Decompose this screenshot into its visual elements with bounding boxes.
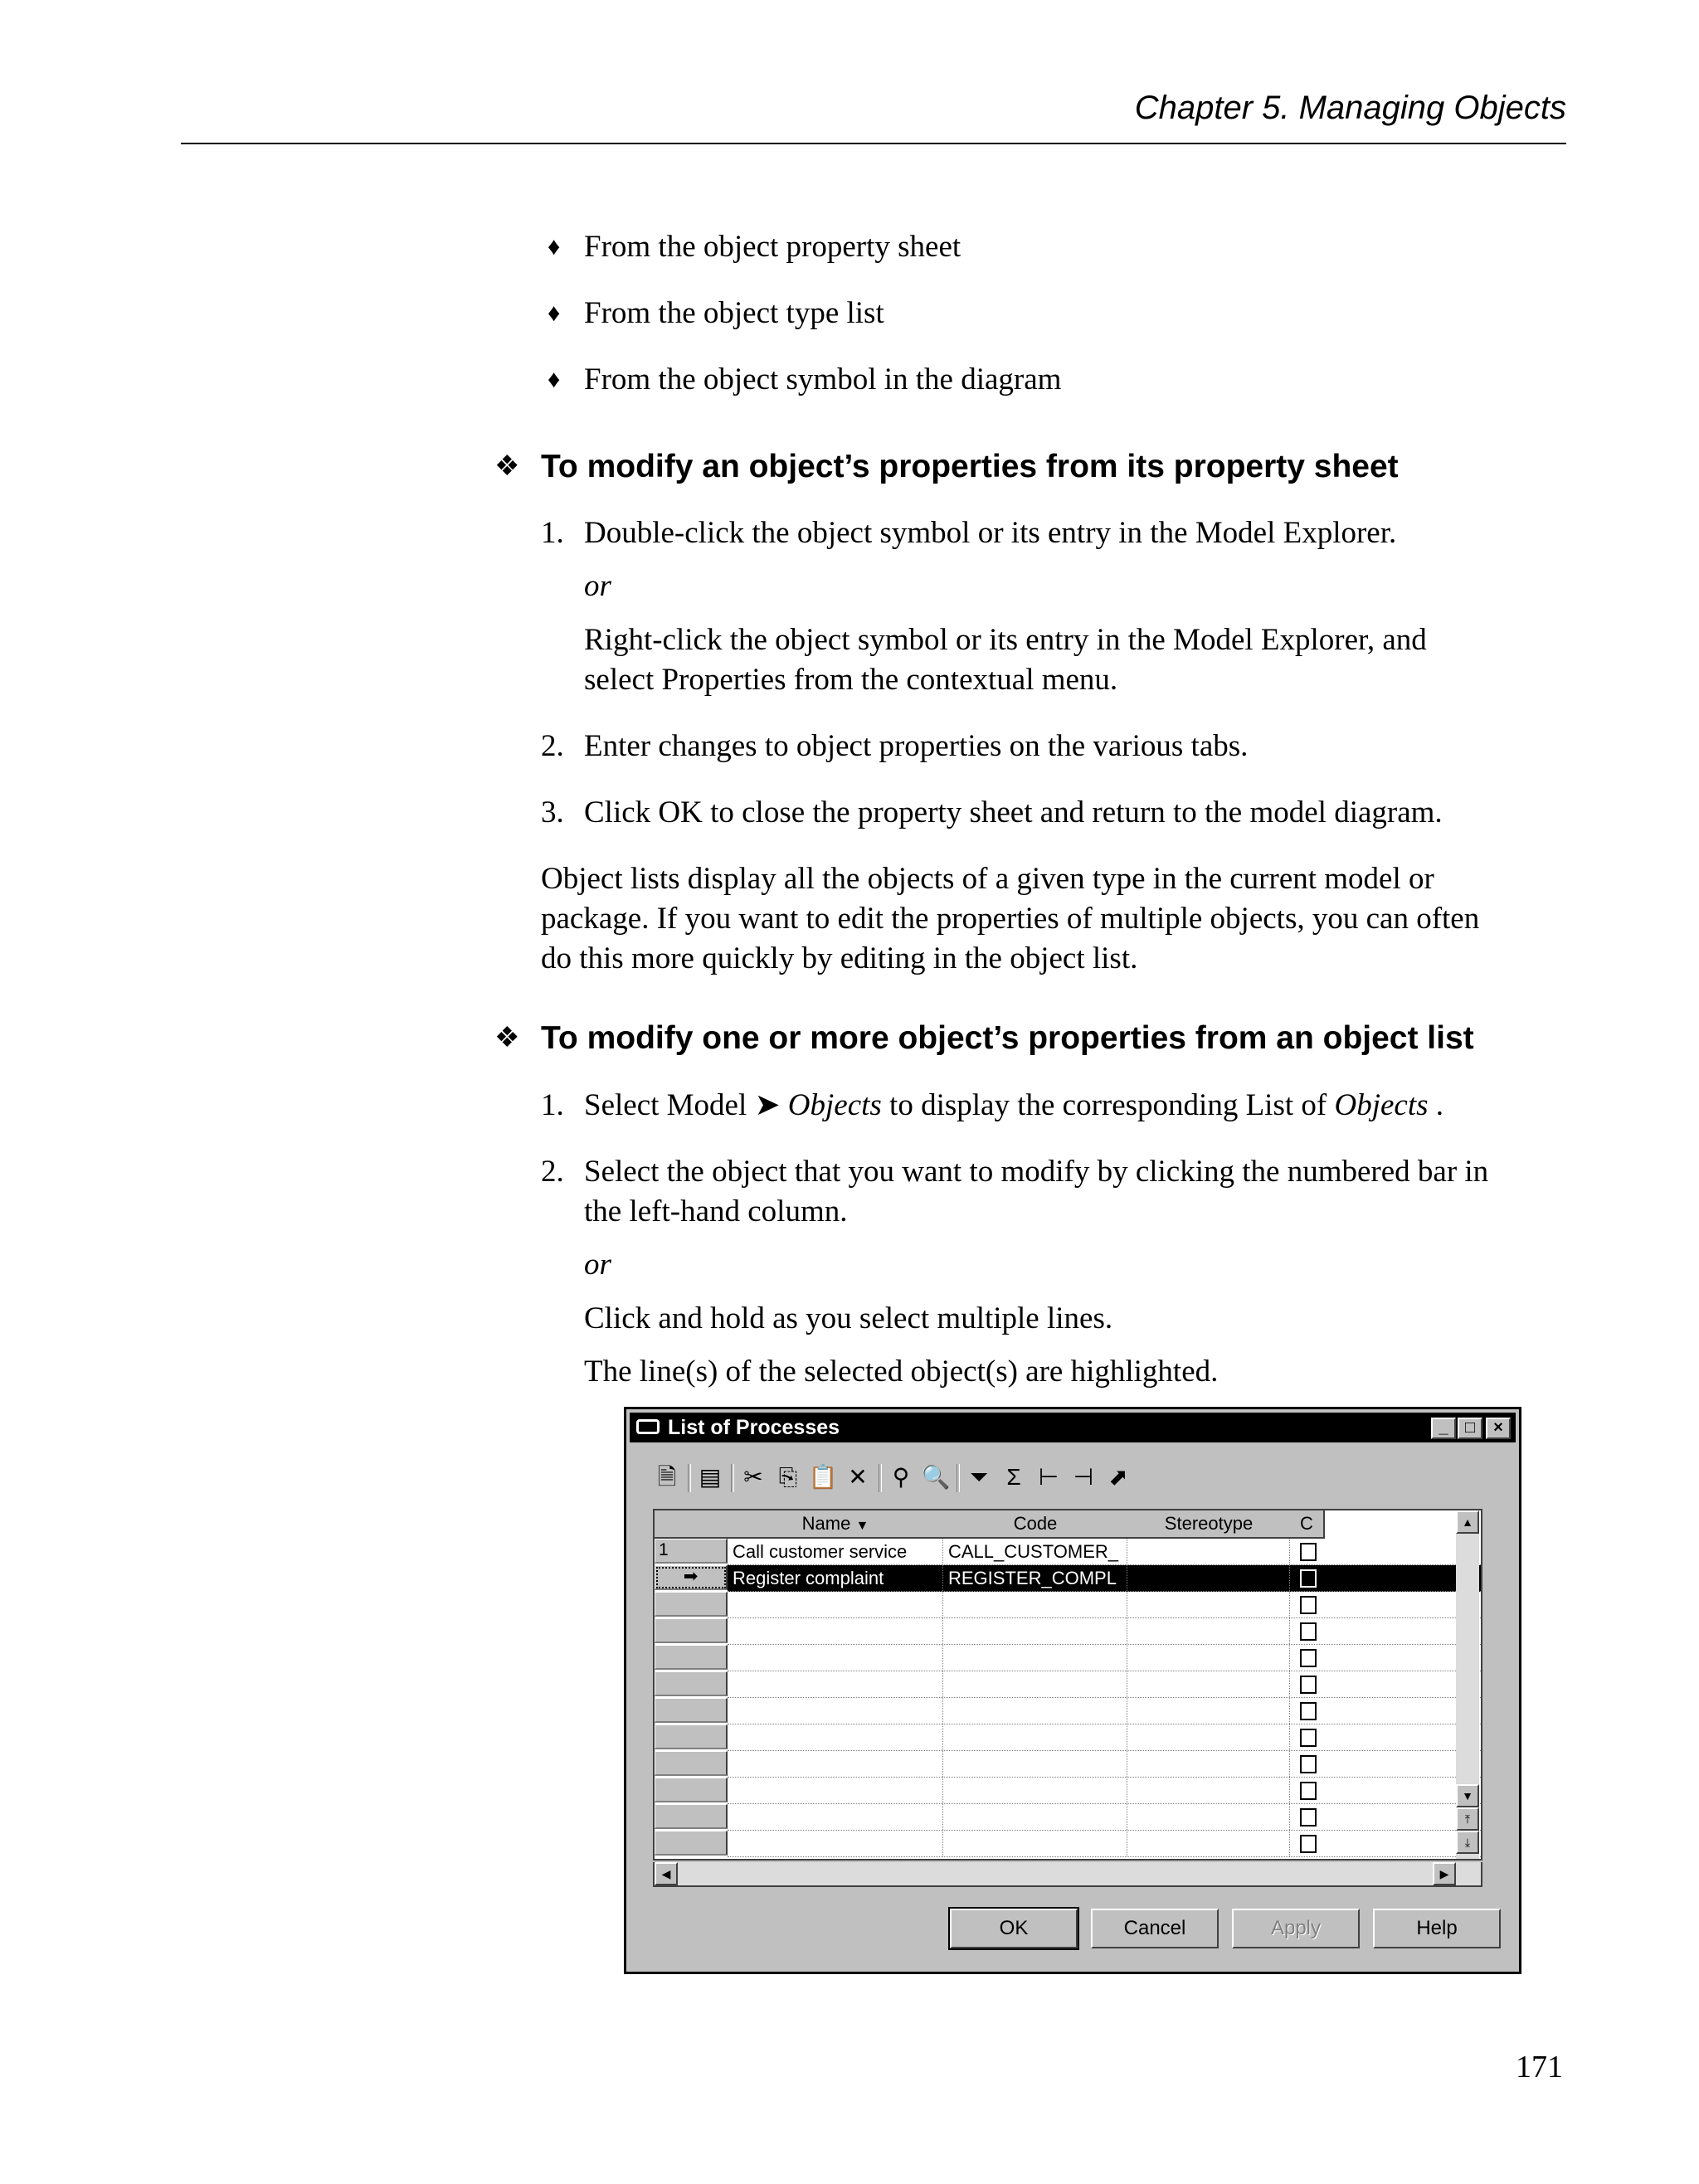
stereotype-cell[interactable] bbox=[1127, 1592, 1290, 1617]
name-cell[interactable]: Register complaint bbox=[728, 1565, 943, 1591]
ok-button[interactable]: OK bbox=[950, 1909, 1078, 1948]
checkbox[interactable] bbox=[1300, 1596, 1317, 1614]
dialog-titlebar bbox=[630, 1413, 1516, 1442]
bullet-marker: ♦ bbox=[548, 233, 561, 260]
sort-arrow-icon: ▼ bbox=[855, 1519, 869, 1533]
step-text: the left-hand column. bbox=[584, 1194, 848, 1228]
delete-icon[interactable]: ✕ bbox=[848, 1464, 868, 1490]
code-cell[interactable] bbox=[943, 1618, 1127, 1644]
name-cell[interactable] bbox=[728, 1698, 943, 1724]
bullet-item: From the object property sheet bbox=[584, 230, 961, 264]
row-number[interactable] bbox=[655, 1645, 728, 1670]
customize-columns-icon[interactable]: Σ bbox=[1006, 1464, 1021, 1490]
table-row-empty[interactable] bbox=[728, 1645, 1482, 1671]
page-number: 171 bbox=[1516, 2050, 1563, 2084]
code-cell[interactable] bbox=[943, 1778, 1127, 1803]
code-cell[interactable] bbox=[943, 1645, 1127, 1671]
row-number[interactable] bbox=[655, 1698, 728, 1723]
table-row[interactable] bbox=[728, 1539, 1482, 1565]
step-text: Enter changes to object properties on the various tabs. bbox=[584, 729, 1249, 763]
name-cell[interactable] bbox=[728, 1778, 943, 1803]
row-header-corner bbox=[655, 1510, 729, 1539]
paste-icon[interactable]: 📋 bbox=[808, 1464, 838, 1490]
stereotype-cell[interactable] bbox=[1127, 1539, 1290, 1564]
column-header-name[interactable]: Name ▼ bbox=[728, 1510, 945, 1539]
list-toolbar bbox=[651, 1461, 1502, 1497]
dialog-title: List of Processes bbox=[668, 1416, 840, 1439]
include-composite-icon[interactable]: ⊢ bbox=[1038, 1464, 1059, 1490]
code-cell[interactable] bbox=[943, 1671, 1127, 1697]
name-cell[interactable] bbox=[728, 1645, 943, 1671]
step-text: Select the object that you want to modify by clicking the numbered bar in bbox=[584, 1155, 1489, 1189]
stereotype-cell[interactable] bbox=[1127, 1724, 1290, 1750]
current-row-arrow-icon[interactable]: ➡ bbox=[655, 1565, 728, 1590]
column-header-code[interactable]: Code bbox=[943, 1510, 1129, 1539]
stereotype-cell[interactable] bbox=[1127, 1645, 1290, 1671]
help-button[interactable]: Help bbox=[1373, 1909, 1501, 1948]
row-number[interactable] bbox=[655, 1671, 728, 1696]
step-result-text: The line(s) of the selected object(s) are highlighted. bbox=[584, 1355, 1219, 1389]
code-cell[interactable] bbox=[943, 1751, 1127, 1777]
scroll-down-icon[interactable]: ▼ bbox=[1456, 1784, 1479, 1807]
properties-icon[interactable]: 🗎 bbox=[657, 1464, 677, 1490]
row-number[interactable] bbox=[655, 1804, 728, 1829]
step-number: 3. bbox=[541, 795, 564, 829]
horizontal-scrollbar[interactable] bbox=[653, 1862, 1482, 1887]
code-cell[interactable] bbox=[943, 1831, 1127, 1856]
name-cell[interactable] bbox=[728, 1804, 943, 1830]
row-number[interactable] bbox=[655, 1751, 728, 1776]
checkbox[interactable] bbox=[1300, 1808, 1317, 1826]
add-rows-icon[interactable]: ▤ bbox=[699, 1464, 722, 1490]
code-cell[interactable]: CALL_CUSTOMER_ bbox=[943, 1539, 1127, 1564]
code-cell[interactable] bbox=[943, 1592, 1127, 1617]
column-header-c[interactable]: C bbox=[1290, 1510, 1325, 1539]
step-number: 1. bbox=[541, 1088, 564, 1122]
scroll-up-icon[interactable]: ▲ bbox=[1456, 1510, 1479, 1534]
column-header-stereotype[interactable]: Stereotype bbox=[1127, 1510, 1292, 1539]
include-sub-packages-icon[interactable]: ⊣ bbox=[1073, 1464, 1094, 1490]
checkbox[interactable] bbox=[1300, 1543, 1317, 1561]
table-row-empty[interactable] bbox=[728, 1804, 1482, 1831]
name-cell[interactable] bbox=[728, 1724, 943, 1750]
toolbar-separator bbox=[688, 1464, 691, 1492]
checkbox[interactable] bbox=[1300, 1729, 1317, 1747]
body-paragraph-line: Object lists display all the objects of a given type in the current model or bbox=[541, 862, 1434, 896]
checkbox[interactable] bbox=[1300, 1755, 1317, 1773]
table-row-empty[interactable] bbox=[728, 1831, 1482, 1857]
row-number[interactable] bbox=[655, 1724, 728, 1749]
name-cell[interactable]: Call customer service bbox=[728, 1539, 943, 1564]
stereotype-cell[interactable] bbox=[1127, 1831, 1290, 1856]
stereotype-cell[interactable] bbox=[1127, 1565, 1290, 1591]
close-button[interactable]: × bbox=[1486, 1418, 1511, 1439]
table-row-selected[interactable] bbox=[728, 1565, 1482, 1592]
step-alt-text: Click and hold as you select multiple lines. bbox=[584, 1301, 1113, 1335]
stereotype-cell[interactable] bbox=[1127, 1778, 1290, 1803]
cancel-button[interactable]: Cancel bbox=[1091, 1909, 1219, 1948]
name-cell[interactable] bbox=[728, 1618, 943, 1644]
name-cell[interactable] bbox=[728, 1592, 943, 1617]
stereotype-cell[interactable] bbox=[1127, 1804, 1290, 1830]
code-cell[interactable]: REGISTER_COMPL bbox=[943, 1565, 1127, 1591]
bullet-marker: ♦ bbox=[548, 366, 561, 393]
bullet-item: From the object type list bbox=[584, 296, 884, 330]
minimize-button[interactable]: _ bbox=[1431, 1418, 1456, 1439]
stereotype-cell[interactable] bbox=[1127, 1698, 1290, 1724]
table-row-empty[interactable] bbox=[728, 1751, 1482, 1778]
row-number[interactable] bbox=[655, 1618, 728, 1643]
stereotype-cell[interactable] bbox=[1127, 1671, 1290, 1697]
name-cell[interactable] bbox=[728, 1671, 943, 1697]
row-number[interactable] bbox=[655, 1592, 728, 1617]
copy-icon[interactable]: ⎘ bbox=[778, 1464, 798, 1490]
toolbar-separator bbox=[731, 1464, 734, 1492]
code-cell[interactable] bbox=[943, 1804, 1127, 1830]
maximize-button[interactable]: □ bbox=[1458, 1418, 1482, 1439]
table-row-empty[interactable] bbox=[728, 1778, 1482, 1804]
cut-icon[interactable]: ✂ bbox=[743, 1464, 763, 1490]
step-text: Select Model ➤ Objects to display the corresponding List of Objects . bbox=[584, 1088, 1443, 1122]
table-row-empty[interactable] bbox=[728, 1618, 1482, 1645]
step-number: 1. bbox=[541, 516, 564, 550]
step-number: 2. bbox=[541, 1155, 564, 1189]
table-row-empty[interactable] bbox=[728, 1671, 1482, 1698]
header-divider bbox=[181, 143, 1566, 144]
scroll-bottom-icon[interactable]: ⤓ bbox=[1456, 1831, 1479, 1854]
checkbox[interactable] bbox=[1300, 1676, 1317, 1694]
row-number[interactable] bbox=[655, 1831, 728, 1856]
table-row-empty[interactable] bbox=[728, 1724, 1482, 1751]
section-heading: To modify one or more object’s properties from an object list bbox=[541, 1020, 1474, 1056]
toolbar-separator bbox=[879, 1464, 882, 1492]
or-text: or bbox=[584, 1248, 611, 1282]
stereotype-cell[interactable] bbox=[1127, 1618, 1290, 1644]
bullet-item: From the object symbol in the diagram bbox=[584, 362, 1062, 396]
row-number[interactable] bbox=[655, 1778, 728, 1802]
filter-icon[interactable]: ⏷ bbox=[969, 1464, 989, 1490]
procedure-icon: ❖ bbox=[494, 1023, 520, 1053]
step-alt-text: select Properties from the contextual menu. bbox=[584, 663, 1118, 697]
bullet-marker: ♦ bbox=[548, 299, 561, 327]
name-cell[interactable] bbox=[728, 1831, 943, 1856]
code-cell[interactable] bbox=[943, 1698, 1127, 1724]
stereotype-cell[interactable] bbox=[1127, 1751, 1290, 1777]
checkbox[interactable] bbox=[1300, 1569, 1317, 1588]
object-list-grid bbox=[653, 1509, 1482, 1861]
table-row-empty[interactable] bbox=[728, 1698, 1482, 1724]
step-text: Click OK to close the property sheet and return to the model diagram. bbox=[584, 795, 1443, 829]
name-cell[interactable] bbox=[728, 1751, 943, 1777]
table-row-empty[interactable] bbox=[728, 1592, 1482, 1618]
step-number: 2. bbox=[541, 729, 564, 763]
find-icon[interactable]: ⚲ bbox=[892, 1464, 910, 1490]
scroll-right-icon[interactable]: ▶ bbox=[1433, 1862, 1456, 1885]
step-alt-text: Right-click the object symbol or its entry in the Model Explorer, and bbox=[584, 623, 1427, 657]
checkbox[interactable] bbox=[1300, 1649, 1317, 1667]
code-cell[interactable] bbox=[943, 1724, 1127, 1750]
step-text: Double-click the object symbol or its entry in the Model Explorer. bbox=[584, 516, 1397, 550]
chapter-header: Chapter 5. Managing Objects bbox=[1134, 90, 1566, 126]
body-paragraph-line: do this more quickly by editing in the object list. bbox=[541, 941, 1138, 975]
vertical-scrollbar[interactable] bbox=[1456, 1510, 1479, 1859]
checkbox[interactable] bbox=[1300, 1782, 1317, 1800]
procedure-icon: ❖ bbox=[494, 451, 520, 482]
scroll-top-icon[interactable]: ⤒ bbox=[1456, 1807, 1479, 1831]
checkbox[interactable] bbox=[1300, 1702, 1317, 1720]
checkbox[interactable] bbox=[1300, 1835, 1317, 1853]
row-number[interactable]: 1 bbox=[655, 1539, 728, 1564]
body-paragraph-line: package. If you want to edit the properties of multiple objects, you can often bbox=[541, 902, 1480, 936]
checkbox[interactable] bbox=[1300, 1622, 1317, 1641]
window-menu-icon[interactable] bbox=[636, 1419, 660, 1434]
find-in-list-icon[interactable]: 🔍 bbox=[921, 1464, 951, 1490]
list-of-processes-dialog bbox=[624, 1407, 1521, 1974]
or-text: or bbox=[584, 569, 611, 603]
export-icon[interactable]: ⬈ bbox=[1108, 1464, 1128, 1490]
section-heading: To modify an object’s properties from its property sheet bbox=[541, 449, 1399, 484]
scroll-left-icon[interactable]: ◀ bbox=[655, 1862, 678, 1885]
apply-button[interactable]: Apply bbox=[1232, 1909, 1360, 1948]
toolbar-separator bbox=[957, 1464, 960, 1492]
